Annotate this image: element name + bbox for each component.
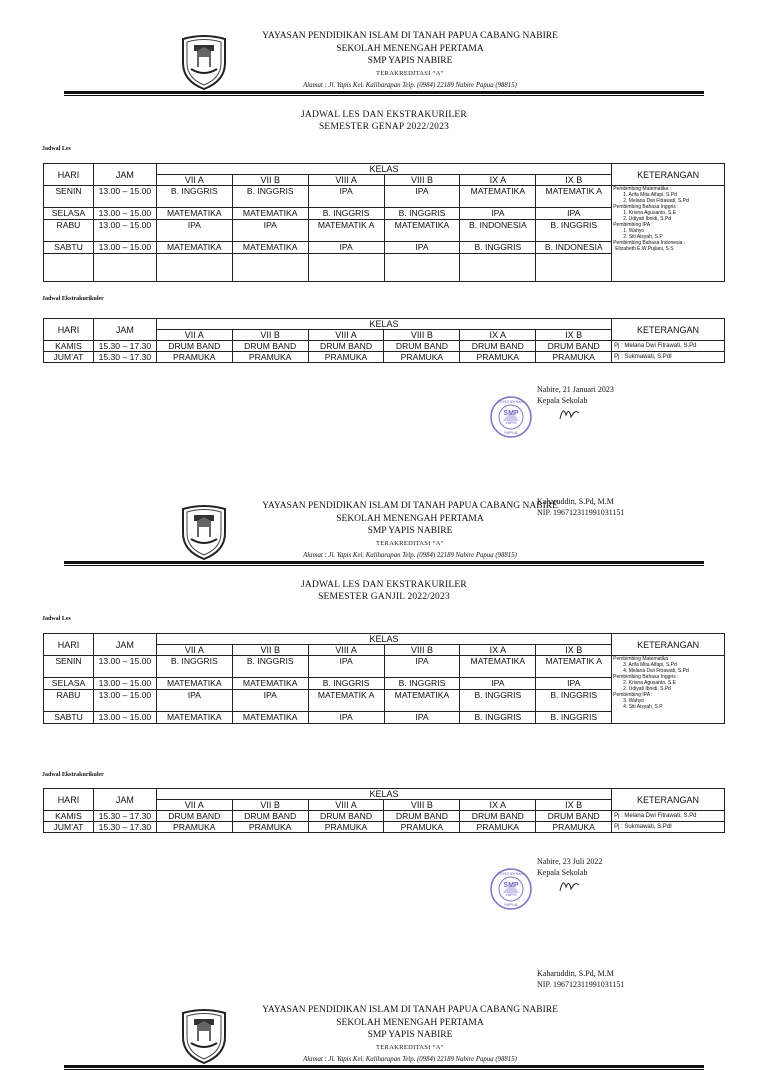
stamp-text-bottom: PAPUA (504, 430, 518, 435)
cell-activity: DRUM BAND (308, 341, 384, 352)
cell-subject: B. INGGRIS (536, 690, 612, 712)
keterangan-line: 3. Arifa Mita Alfapi, S.Pd (623, 662, 677, 668)
col-header-class: VII B (232, 800, 308, 811)
cell-activity: PRAMUKA (536, 352, 612, 363)
cell-subject: B. INGGRIS (156, 186, 232, 208)
table-row (44, 811, 725, 822)
sign-nip: NIP. 196712311991031151 (537, 980, 625, 989)
cell-activity: PRAMUKA (156, 352, 232, 363)
cell-empty (384, 254, 460, 282)
keterangan-line: Pembimbing Matematika : (613, 186, 672, 192)
keterangan-line: 1. Arifa Mita Alfapi, S.Pd (623, 192, 677, 198)
col-header-keterangan: KETERANGAN (612, 164, 725, 186)
sign-place-date: Nabire, 23 Juli 2022 (537, 857, 603, 866)
cell-subject: MATEMATIKA (156, 208, 232, 220)
school-address: Alamat : Jl. Yapis Kel. Kaliharapan Telp. (0984) 22189 Nabire Papua (98815) (303, 82, 517, 89)
cell-hari: SELASA (44, 208, 94, 220)
cell-subject: MATEMATIKA (232, 712, 308, 724)
cell-jam: 13.00 – 15.00 (93, 242, 156, 254)
cell-penanggung-jawab: Pj : Melana Dwi Fitrawati, S.Pd (612, 341, 725, 352)
cell-keterangan (612, 656, 725, 724)
cell-subject: IPA (232, 220, 308, 242)
col-header-kelas: KELAS (156, 789, 611, 800)
keterangan-line: Elizabeth E.W.Pujiani, S.S (615, 246, 674, 252)
accreditation: TERAKREDITASI “A” (376, 539, 444, 547)
letterhead (240, 30, 580, 93)
ekstra-table (43, 788, 725, 833)
col-header-class: IX A (460, 800, 536, 811)
keterangan-line: Pembimbing Bahasa Indonesia : (613, 240, 686, 246)
cell-subject: MATEMATIKA (232, 208, 308, 220)
col-header-jam: JAM (93, 789, 156, 811)
school-name: SMP YAPIS NABIRE (367, 56, 453, 66)
cell-hari: SABTU (44, 242, 94, 254)
keterangan-line: 1. Wahyo (623, 228, 645, 234)
col-header-class: IX B (536, 175, 612, 186)
les-table (43, 163, 725, 282)
keterangan-line: 3. Wahyo (623, 698, 645, 704)
ekstra-section-label: Jadwal Ekstrakurikuler (42, 772, 104, 778)
col-header-hari: HARI (44, 789, 94, 811)
cell-jam: 15.30 – 17.30 (93, 341, 156, 352)
cell-empty (460, 254, 536, 282)
cell-subject: B. INGGRIS (460, 712, 536, 724)
cell-jam: 13.00 – 15.00 (93, 208, 156, 220)
keterangan-line: 4. Siti Aisyah, S.P (623, 704, 663, 710)
school-address: Alamat : Jl. Yapis Kel. Kaliharapan Telp. (0984) 22189 Nabire Papua (98815) (303, 1056, 517, 1063)
cell-activity: DRUM BAND (460, 341, 536, 352)
cell-subject: IPA (232, 690, 308, 712)
col-header-class: IX B (536, 645, 612, 656)
cell-empty (232, 254, 308, 282)
keterangan-line: Pembimbing Bahasa Inggris : (613, 204, 679, 210)
cell-penanggung-jawab: Pj : Sukmawati, S.PdI (612, 352, 725, 363)
cell-subject: MATEMATIKA (460, 656, 536, 678)
cell-subject: B. INGGRIS (308, 678, 384, 690)
cell-subject: IPA (384, 242, 460, 254)
cell-activity: DRUM BAND (536, 811, 612, 822)
cell-subject: B. INDONESIA (460, 220, 536, 242)
cell-subject: MATEMATIKA (384, 690, 460, 712)
cell-subject: B. INGGRIS (460, 242, 536, 254)
cell-activity: PRAMUKA (536, 822, 612, 833)
cell-subject: B. INGGRIS (460, 690, 536, 712)
cell-jam: 13.00 – 15.00 (93, 656, 156, 678)
les-section-label: Jadwal Les (42, 146, 71, 152)
col-header-jam: JAM (93, 634, 156, 656)
col-header-class: VII B (232, 330, 308, 341)
sign-role: Kepala Sekolah (537, 396, 588, 405)
col-header-kelas: KELAS (156, 164, 611, 175)
cell-jam: 15.30 – 17.30 (93, 352, 156, 363)
cell-subject: MATEMATIKA (156, 242, 232, 254)
col-header-class: VIII A (308, 645, 384, 656)
col-header-hari: HARI (44, 319, 94, 341)
letterhead-rule-thin (64, 565, 704, 566)
keterangan-line: 1. Krisna Agusanto, S.E (623, 210, 677, 216)
table-row (44, 656, 725, 678)
school-name: SMP YAPIS NABIRE (367, 526, 453, 536)
cell-subject: B. INGGRIS (156, 656, 232, 678)
sign-nip: NIP. 196712311991031151 (537, 508, 625, 517)
cell-hari: RABU (44, 690, 94, 712)
cell-hari: KAMIS (44, 811, 94, 822)
cell-activity: DRUM BAND (232, 811, 308, 822)
cell-subject: IPA (308, 712, 384, 724)
col-header-hari: HARI (44, 164, 94, 186)
cell-subject: MATEMATIKA (232, 678, 308, 690)
cell-subject: MATEMATIK A (308, 220, 384, 242)
cell-subject: MATEMATIK A (536, 186, 612, 208)
cell-empty (93, 254, 156, 282)
col-header-class: VII A (156, 330, 232, 341)
ekstra-section-label: Jadwal Ekstrakurikuler (42, 296, 104, 302)
school-level: SEKOLAH MENENGAH PERTAMA (336, 43, 484, 54)
cell-subject: B. INGGRIS (384, 678, 460, 690)
cell-subject: IPA (308, 242, 384, 254)
keterangan-line: 2. Udiyati Ibnidi, S.Pd (623, 216, 672, 222)
cell-hari: SELASA (44, 678, 94, 690)
les-table (43, 633, 725, 724)
cell-subject: MATEMATIKA (384, 220, 460, 242)
cell-activity: PRAMUKA (308, 352, 384, 363)
keterangan-line: 4. Melana Dwi Fitrawati, S.Pd (623, 668, 689, 674)
document-title: JADWAL LES DAN EKSTRAKURILER (301, 110, 467, 120)
cell-subject: B. INGGRIS (232, 656, 308, 678)
col-header-class: VIII A (308, 330, 384, 341)
cell-hari: RABU (44, 220, 94, 242)
col-header-class: IX B (536, 330, 612, 341)
cell-hari: SABTU (44, 712, 94, 724)
cell-activity: DRUM BAND (308, 811, 384, 822)
col-header-keterangan: KETERANGAN (612, 634, 725, 656)
col-header-kelas: KELAS (156, 634, 611, 645)
col-header-class: VIII B (384, 175, 460, 186)
letterhead-rule (64, 91, 704, 94)
cell-subject: IPA (536, 208, 612, 220)
sign-name: Kaharuddin, S.Pd, M.M (537, 969, 614, 978)
col-header-class: VII A (156, 645, 232, 656)
foundation-name: YAYASAN PENDIDIKAN ISLAM DI TANAH PAPUA CABANG NABIRE (262, 501, 558, 511)
cell-activity: DRUM BAND (384, 341, 460, 352)
stamp-text-center: SMP (503, 410, 519, 417)
col-header-class: IX A (460, 645, 536, 656)
sign-place-date: Nabire, 21 Januari 2023 (537, 385, 614, 394)
stamp-text-bottom: PAPUA (504, 902, 518, 907)
letterhead-rule-thin (64, 95, 704, 96)
cell-jam: 15.30 – 17.30 (93, 811, 156, 822)
cell-jam: 15.30 – 17.30 (93, 822, 156, 833)
cell-empty (156, 254, 232, 282)
col-header-class: VIII A (308, 175, 384, 186)
cell-penanggung-jawab: Pj : Melana Dwi Fitrawati, S.Pd (612, 811, 725, 822)
cell-subject: IPA (384, 656, 460, 678)
col-header-kelas: KELAS (156, 319, 611, 330)
col-header-class: VIII B (384, 330, 460, 341)
school-stamp (489, 867, 533, 911)
cell-penanggung-jawab: Pj : Sukmawati, S.PdI (612, 822, 725, 833)
cell-subject: IPA (460, 208, 536, 220)
cell-keterangan (612, 186, 725, 282)
cell-jam: 13.00 – 15.00 (93, 186, 156, 208)
school-name: SMP YAPIS NABIRE (367, 1030, 453, 1040)
cell-activity: PRAMUKA (232, 352, 308, 363)
cell-empty (536, 254, 612, 282)
table-row (44, 352, 725, 363)
school-level: SEKOLAH MENENGAH PERTAMA (336, 1017, 484, 1028)
cell-activity: PRAMUKA (384, 822, 460, 833)
sign-name: Kaharuddin, S.Pd, M.M (537, 497, 614, 506)
cell-subject: IPA (384, 186, 460, 208)
cell-jam: 13.00 – 15.00 (93, 220, 156, 242)
col-header-hari: HARI (44, 634, 94, 656)
stamp-text-sub: YAPIS (505, 420, 517, 425)
cell-subject: B. INGGRIS (308, 208, 384, 220)
cell-subject: MATEMATIK A (308, 690, 384, 712)
accreditation: TERAKREDITASI “A” (376, 1043, 444, 1051)
stamp-text-top: PENDIDIKAN (497, 399, 525, 404)
letterhead (240, 1004, 580, 1067)
cell-activity: PRAMUKA (156, 822, 232, 833)
cell-subject: IPA (536, 678, 612, 690)
document-semester: SEMESTER GANJIL 2022/2023 (318, 592, 450, 602)
cell-subject: IPA (308, 656, 384, 678)
cell-jam: 13.00 – 15.00 (93, 678, 156, 690)
letterhead-rule (64, 561, 704, 564)
school-level: SEKOLAH MENENGAH PERTAMA (336, 513, 484, 524)
cell-empty (308, 254, 384, 282)
cell-subject: MATEMATIKA (232, 242, 308, 254)
accreditation: TERAKREDITASI “A” (376, 69, 444, 77)
letterhead-rule (64, 1065, 704, 1068)
school-logo (177, 1007, 231, 1065)
table-row (44, 341, 725, 352)
foundation-name: YAYASAN PENDIDIKAN ISLAM DI TANAH PAPUA CABANG NABIRE (262, 31, 558, 41)
cell-activity: DRUM BAND (536, 341, 612, 352)
col-header-class: IX B (536, 800, 612, 811)
document-title: JADWAL LES DAN EKSTRAKURILER (301, 580, 467, 590)
document-semester: SEMESTER GENAP 2022/2023 (318, 122, 450, 132)
col-header-keterangan: KETERANGAN (612, 319, 725, 341)
cell-subject: MATEMATIKA (156, 678, 232, 690)
stamp-text-sub: YAPIS (505, 892, 517, 897)
cell-subject: MATEMATIKA (460, 186, 536, 208)
cell-hari: JUM’AT (44, 352, 94, 363)
letterhead (240, 500, 580, 563)
cell-subject: IPA (308, 186, 384, 208)
keterangan-line: 2. Udiyati Ibnidi, S.Pd (623, 686, 671, 692)
cell-activity: DRUM BAND (232, 341, 308, 352)
foundation-name: YAYASAN PENDIDIKAN ISLAM DI TANAH PAPUA CABANG NABIRE (262, 1005, 558, 1015)
table-row (44, 822, 725, 833)
cell-hari: JUM’AT (44, 822, 94, 833)
keterangan-line: 2. Melana Dwi Fitrawati, S.Pd (623, 198, 689, 204)
cell-activity: DRUM BAND (384, 811, 460, 822)
stamp-text-center: SMP (503, 882, 519, 889)
col-header-class: VII A (156, 175, 232, 186)
cell-activity: PRAMUKA (460, 352, 536, 363)
col-header-jam: JAM (93, 164, 156, 186)
ekstra-table (43, 318, 725, 363)
cell-subject: B. INGGRIS (536, 712, 612, 724)
col-header-class: VIII B (384, 800, 460, 811)
cell-jam: 13.00 – 15.00 (93, 690, 156, 712)
cell-jam: 13.00 – 15.00 (93, 712, 156, 724)
cell-activity: DRUM BAND (156, 811, 232, 822)
cell-subject: IPA (156, 690, 232, 712)
cell-subject: IPA (384, 712, 460, 724)
cell-subject: MATEMATIKA (156, 712, 232, 724)
cell-subject: IPA (460, 678, 536, 690)
cell-activity: PRAMUKA (232, 822, 308, 833)
cell-subject: MATEMATIK A (536, 656, 612, 678)
keterangan-line: Pembimbing Matematika : (613, 656, 671, 662)
keterangan-line: Pembimbing Bahasa Inggris : (613, 674, 679, 680)
signature (557, 403, 581, 423)
school-logo (177, 503, 231, 561)
cell-subject: B. INGGRIS (384, 208, 460, 220)
cell-activity: PRAMUKA (384, 352, 460, 363)
cell-subject: IPA (156, 220, 232, 242)
col-header-class: VII B (232, 175, 308, 186)
col-header-class: IX A (460, 330, 536, 341)
col-header-class: VIII A (308, 800, 384, 811)
keterangan-line: Pembimbing IPA : (613, 222, 653, 228)
keterangan-line: 2. Siti Aisyah, S.P (623, 234, 663, 240)
cell-activity: PRAMUKA (308, 822, 384, 833)
col-header-class: VII B (232, 645, 308, 656)
cell-subject: B. INGGRIS (232, 186, 308, 208)
cell-activity: PRAMUKA (460, 822, 536, 833)
cell-activity: DRUM BAND (156, 341, 232, 352)
col-header-class: VII A (156, 800, 232, 811)
stamp-text-top: PENDIDIKAN (497, 871, 525, 876)
school-stamp (489, 395, 533, 439)
cell-subject: B. INDONESIA (536, 242, 612, 254)
col-header-jam: JAM (93, 319, 156, 341)
col-header-keterangan: KETERANGAN (612, 789, 725, 811)
cell-hari: SENIN (44, 656, 94, 678)
cell-hari: KAMIS (44, 341, 94, 352)
keterangan-line: Pembimbing IPA : (613, 692, 653, 698)
sign-role: Kepala Sekolah (537, 868, 588, 877)
school-address: Alamat : Jl. Yapis Kel. Kaliharapan Telp. (0984) 22189 Nabire Papua (98815) (303, 552, 517, 559)
keterangan-line: 2. Krisna Agusanto, S.E (623, 680, 676, 686)
cell-hari: SENIN (44, 186, 94, 208)
cell-empty (44, 254, 94, 282)
cell-subject: B. INGGRIS (536, 220, 612, 242)
signature (557, 875, 581, 895)
school-logo (177, 33, 231, 91)
les-section-label: Jadwal Les (42, 616, 71, 622)
col-header-class: IX A (460, 175, 536, 186)
col-header-class: VIII B (384, 645, 460, 656)
cell-activity: DRUM BAND (460, 811, 536, 822)
table-row (44, 186, 725, 208)
